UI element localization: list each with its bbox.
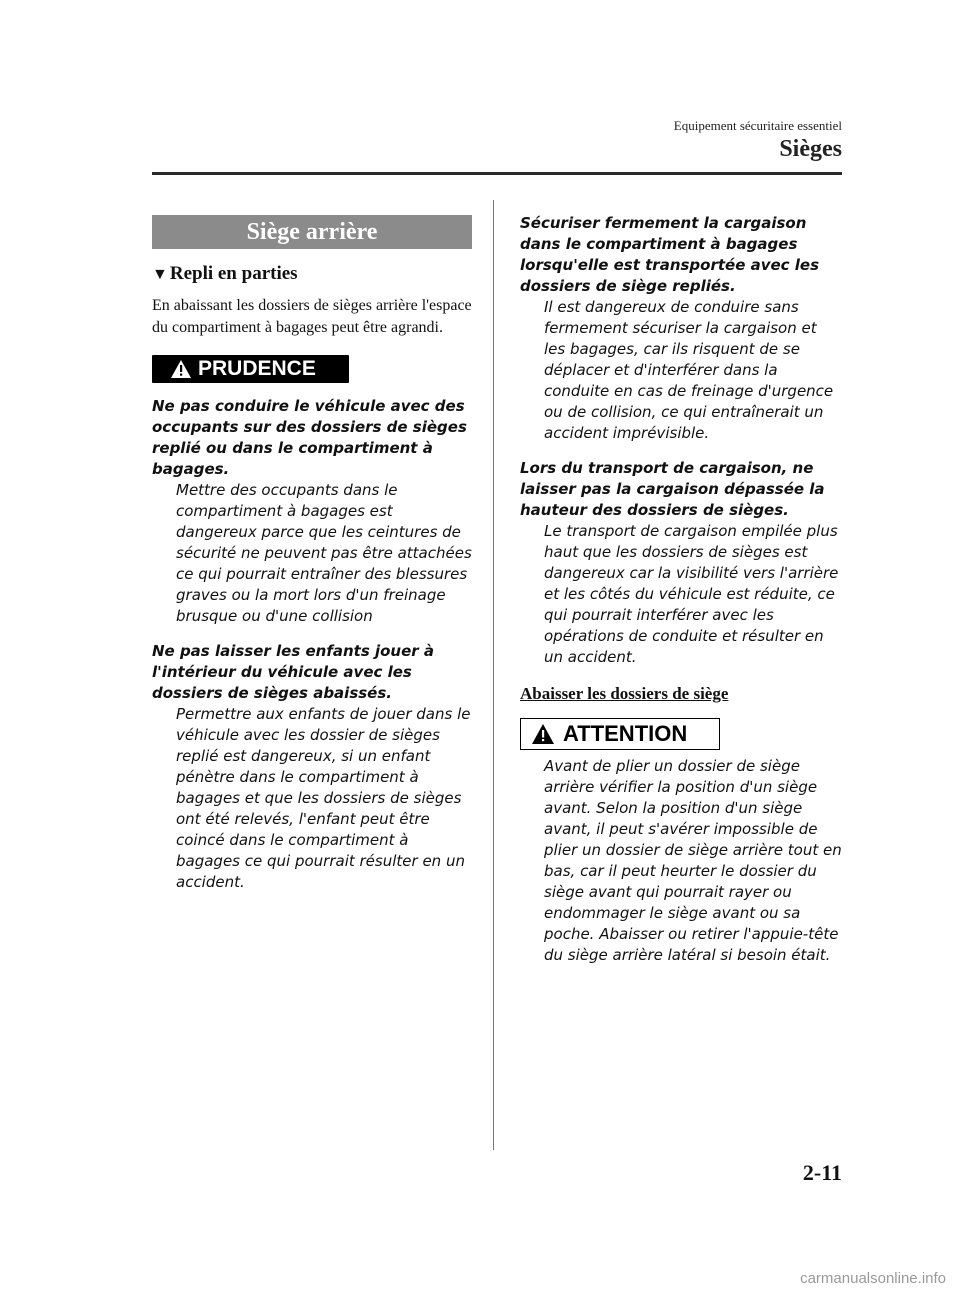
warning-body: Le transport de cargaison empilée plus haut que les dossiers de sièges est dangereux car la visibilité vers l'arrière et les côtés du véhicule est réduite, ce qui pourrait interférer avec les opérations de conduite et résulter en un accident. [544,522,839,666]
caution-label-text: PRUDENCE [198,357,316,380]
page-number: 2-11 [802,1160,842,1185]
warning-triangle-icon [170,359,192,379]
intro-paragraph: En abaissant les dossiers de sièges arrière l'espace du compartiment à bagages peut être agrandi. [152,297,472,336]
attention-body: Avant de plier un dossier de siège arrière vérifier la position d'un siège avant. Selon la position d'un siège avant, il peut s'avérer impossible de plier un dossier de siège arrière tout en bas, car il peut heurter le dossier du siège avant qui pourrait rayer ou endommager le siège avant ou sa poche. Abaisser ou retirer l'appuie-tête du siège arrière latéral si besoin était. [544,757,842,964]
attention-label [520,718,720,750]
subsection-heading: Abaisser les dossiers de siège [520,684,729,703]
header-title: Sièges [779,136,842,162]
warning-heading: Ne pas laisser les enfants jouer à l'intérieur du véhicule avec les dossiers de sièges abaissés. [152,642,435,702]
warning-body: Mettre des occupants dans le compartiment à bagages est dangereux parce que les ceintures de sécurité ne peuvent pas être attachées ce qui pourrait entraîner des blessures graves ou la mort lors d'un freinage brusque ou d'une collision [176,481,472,625]
section-title: Siège arrière [152,215,472,249]
column-divider [493,200,494,1150]
caution-label [152,355,349,383]
warning-body: Permettre aux enfants de jouer dans le véhicule avec les dossier de sièges replié est dangereux, si un enfant pénètre dans le compartiment à bagages et que les dossiers de sièges ont été relevés, l'enfant peut être coincé dans le compartiment à bagages ce qui pourrait résulter en un accident. [176,705,471,891]
header-subtitle: Equipement sécuritaire essentiel [673,118,842,133]
warning-heading: Lors du transport de cargaison, ne laisser pas la cargaison dépassée la hauteur des dossiers de sièges. [520,459,825,519]
watermark: carmanualsonline.info [800,1270,946,1287]
triangle-bullet-icon: ▼ [152,266,168,283]
left-column [152,215,472,893]
warning-heading: Ne pas conduire le véhicule avec des occupants sur des dossiers de sièges replié ou dans le compartiment à bagages. [152,397,467,478]
subsection-heading-text: Repli en parties [169,263,298,284]
header-rule [152,172,842,175]
warning-heading: Sécuriser fermement la cargaison dans le compartiment à bagages lorsqu'elle est transportée avec les dossiers de siège repliés. [520,214,820,295]
warning-triangle-icon [531,723,555,745]
attention-label-text: ATTENTION [563,721,688,746]
right-column [520,213,842,966]
subsection-heading [152,263,472,285]
warning-body: Il est dangereux de conduire sans fermement sécuriser la cargaison et les bagages, car ils risquent de se déplacer et d'interférer dans la conduite en cas de freinage d'urgence ou de collision, ce qui entraînerait un accident imprévisible. [544,298,834,442]
